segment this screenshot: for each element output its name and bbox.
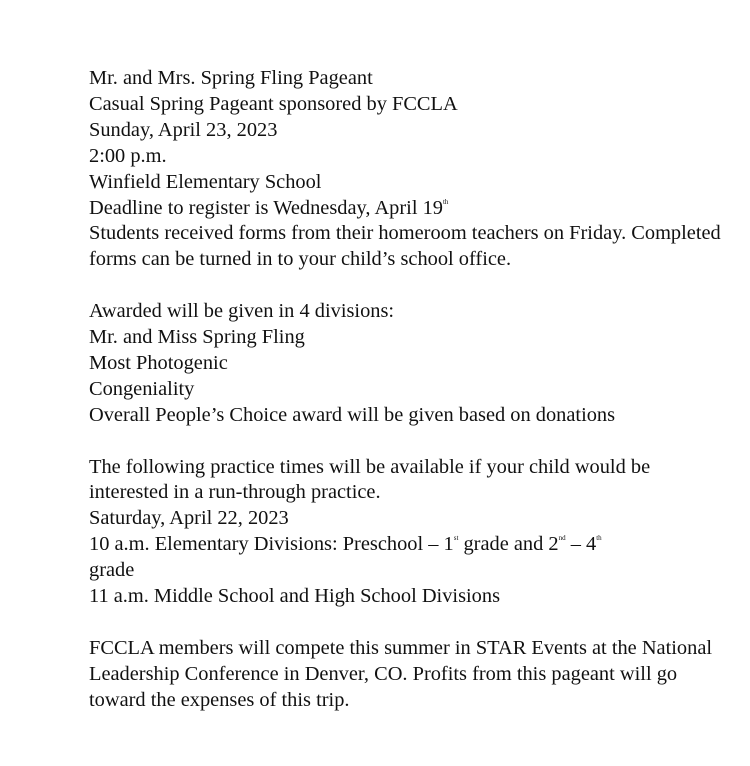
ordinal-suffix: th [596,534,602,543]
session-text: grade and 2 [458,533,559,556]
event-date: Sunday, April 23, 2023 [89,118,278,141]
paragraph-gap [89,429,729,455]
award-division: Mr. and Miss Spring Fling [89,326,305,349]
flyer-document [89,66,729,714]
event-title: Mr. and Mrs. Spring Fling Pageant [89,67,373,89]
deadline-ordinal-suffix: th [442,197,449,206]
event-location: Winfield Elementary School [89,170,322,193]
practice-session-elementary [89,532,729,558]
practice-session-secondary: 11 a.m. Middle School and High School Divisions [89,585,501,608]
practice-date: Saturday, April 22, 2023 [89,507,289,530]
awards-intro: Awarded will be given in 4 divisions: [89,300,395,323]
practice-session-elementary-cont: grade [89,559,135,582]
forms-note: Students received forms from their homeroom teachers on Friday. Completed forms can be turned in to your child’s school office. [89,222,721,271]
paragraph-gap [89,273,729,299]
deadline-text: Deadline to register is Wednesday, April 19 [89,196,443,219]
event-time: 2:00 p.m. [89,144,167,167]
registration-deadline [89,196,729,222]
practice-intro: The following practice times will be available if your child would be interested in a run-through practice. [89,455,651,504]
ordinal-suffix: nd [558,534,566,543]
session-text: – 4 [565,533,597,556]
ordinal-suffix: st [453,534,459,543]
paragraph-gap [89,610,729,636]
session-text: 10 a.m. Elementary Divisions: Preschool – 1 [89,533,454,556]
award-division: Congeniality [89,377,195,400]
closing-text: FCCLA members will compete this summer in STAR Events at the National Leadership Conference in Denver, CO. Profits from this pageant will go toward the expenses of this trip. [89,636,713,711]
award-division: Overall People’s Choice award will be given based on donations [89,403,616,426]
event-subtitle: Casual Spring Pageant sponsored by FCCLA [89,92,458,115]
award-division: Most Photogenic [89,351,228,374]
